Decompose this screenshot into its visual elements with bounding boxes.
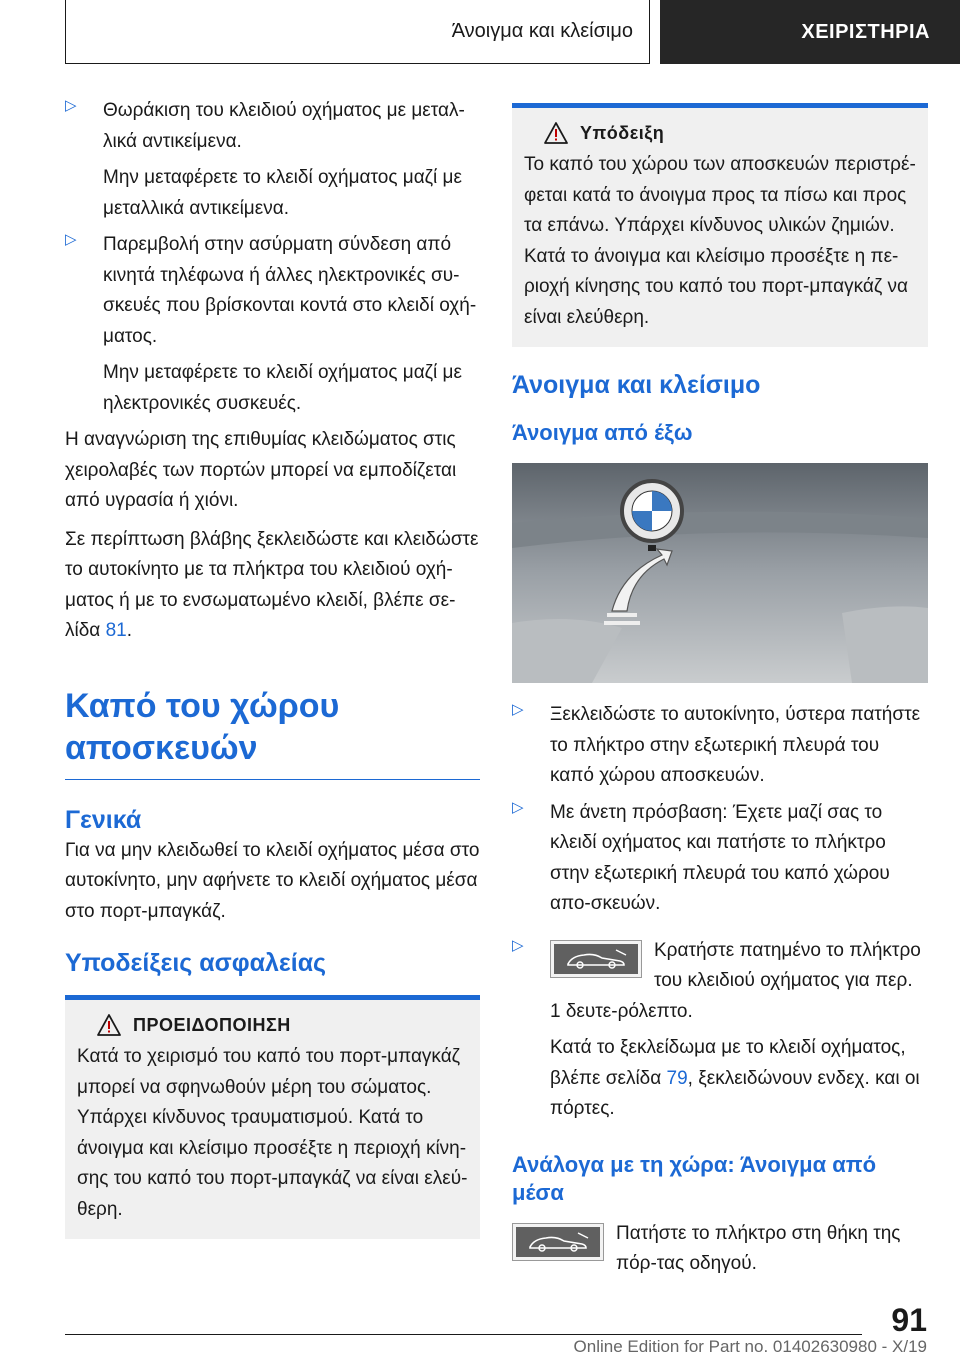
header-chapter (660, 0, 960, 64)
list-item (512, 798, 928, 920)
heading-country-inside: Ανάλογα με τη χώρα: Άνοιγμα από μέσα (512, 1151, 877, 1205)
paragraph-fault: Σε περίπτωση βλάβης ξεκλειδώστε και κλειδώστε το αυτοκίνητο με τα πλήκτρα του κλειδιού οχή-ματος ή με το ενσωματωμένο κλειδί, βλέπε σε-λίδα 81. (65, 528, 479, 641)
car-trunk-key-icon (550, 940, 642, 978)
list-item-text: Με άνετη πρόσβαση: Έχετε μαζί σας το κλειδί οχήματος και πατήστε το πλήκτρο στην εξωτερική πλευρά του καπό χώρου απο-σκευών. (550, 801, 890, 914)
footer-rule (65, 1334, 862, 1335)
trunk-button-photo (512, 463, 928, 683)
page-number: 91 (891, 1302, 927, 1338)
note-text: Το καπό του χώρου των αποσκευών περιστρέ-φεται κατά το άνοιγμα προς τα πίσω και προς τα επάνω. Υπάρχει κίνδυνος υλικών ζημιών. Κατά το άνοιγμα και κλείσιμο προσέξτε η πε-ριοχή κίνησης του καπό του πορτ-μπαγκάζ να είναι ελεύθερη. (524, 154, 916, 328)
triangle-bullet-icon: ▷ (512, 701, 524, 718)
page-link-81[interactable]: 81 (105, 620, 127, 641)
header-chapter-title: ΧΕΙΡΙΣΤΗΡΙΑ (801, 20, 930, 43)
general-text: Για να μην κλειδωθεί το κλειδί οχήματος μέσα στο αυτοκίνητο, μην αφήνετε το κλειδί οχήματος μέσα στο πορτ-μπαγκάζ. (65, 839, 480, 922)
right-column (512, 103, 928, 1280)
list-item-text: Θωράκιση του κλειδιού οχήματος με μεταλ-λικά αντικείμενα. (103, 100, 465, 152)
list-item-text: Παρεμβολή στην ασύρματη σύνδεση από κινητά τηλέφωνα ή άλλες ηλεκτρονικές συ-σκευές που βρίσκονται κοντά στο κλειδί οχή-ματος. (103, 234, 477, 347)
note-box (512, 103, 928, 347)
warning-box (65, 995, 480, 1239)
heading-open-outside: Άνοιγμα από έξω (512, 420, 693, 445)
note-title: Υπόδειξη (580, 122, 665, 143)
paragraph-moisture: Η αναγνώριση της επιθυμίας κλειδώματος στις χειρολαβές των πορτών μπορεί να εμποδίζεται από υγρασία ή χιόνι. (65, 429, 457, 511)
inside-instruction (512, 1219, 928, 1280)
triangle-bullet-icon: ▷ (65, 231, 77, 248)
header-section (65, 0, 650, 64)
list-item (65, 230, 480, 352)
left-column (65, 96, 480, 1239)
page-link-79[interactable]: 79 (666, 1067, 688, 1089)
warning-text: Κατά το χειρισμό του καπό του πορτ-μπαγκάζ μπορεί να σφηνωθούν μέρη του σώματος. Υπάρχει κίνδυνος τραυματισμού. Κατά το άνοιγμα και κλείσιμο προσέξτε η περιοχή κίνη-σης του καπό του πορτ-μπαγκάζ να είναι ελεύ-θερη. (77, 1046, 468, 1220)
car-trunk-door-icon (512, 1223, 604, 1261)
triangle-bullet-icon: ▷ (512, 798, 524, 816)
list-item-sub: Κατά το ξεκλείδωμα με το κλειδί οχήματος, βλέπε σελίδα 79, ξεκλειδώνουν ενδεχ. και οι πόρτες. (550, 1037, 920, 1119)
footer-edition: Online Edition for Part no. 01402630980 - X/19 (573, 1337, 927, 1356)
inside-instruction-text: Πατήστε το πλήκτρο στη θήκη της πόρ-τας οδηγού. (616, 1222, 901, 1274)
list-item-text: Κρατήστε πατημένο το πλήκτρο του κλειδιού οχήματος για περ. 1 δευτε-ρόλεπτο. (550, 939, 921, 1022)
heading-safety: Υποδείξεις ασφαλείας (65, 949, 327, 977)
heading-general: Γενικά (65, 805, 142, 834)
list-item (65, 96, 480, 157)
list-item-sub: Μην μεταφέρετε το κλειδί οχήματος μαζί με μεταλλικά αντικείμενα. (103, 167, 462, 219)
triangle-bullet-icon: ▷ (65, 97, 77, 114)
triangle-bullet-icon: ▷ (512, 936, 524, 954)
list-item-sub: Μην μεταφέρετε το κλειδί οχήματος μαζί με ηλεκτρονικές συσκευές. (103, 362, 462, 414)
heading-trunk-lid: Καπό του χώρου αποσκευών (65, 686, 340, 767)
list-item (512, 700, 928, 792)
note-triangle-icon (544, 122, 568, 144)
list-item-text: Ξεκλειδώστε το αυτοκίνητο, ύστερα πατήστε το πλήκτρο στην εξωτερική πλευρά του καπό χώρου αποσκευών. (550, 704, 921, 786)
header-section-title: Άνοιγμα και κλείσιμο (451, 20, 633, 42)
heading-open-close: Άνοιγμα και κλείσιμο (512, 371, 761, 399)
warning-triangle-icon (97, 1014, 121, 1036)
list-item (512, 936, 928, 1028)
warning-title: ΠΡΟΕΙΔΟΠΟΙΗΣΗ (133, 1014, 291, 1035)
